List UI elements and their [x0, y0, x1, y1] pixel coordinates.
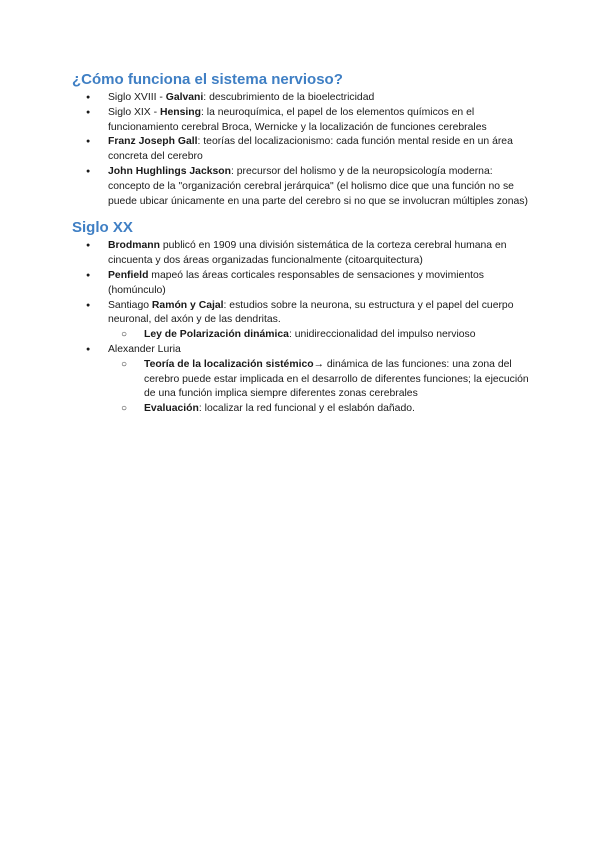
item-keyword: Evaluación	[144, 403, 199, 415]
item-text: mapeó las áreas corticales responsables de sensaciones y movimientos (homúnculo)	[108, 269, 484, 296]
bullet-list	[72, 239, 534, 417]
section-title-siglo-xx: Siglo XX	[72, 219, 133, 237]
item-keyword: Penfield	[108, 269, 149, 281]
list-item-cajal	[72, 299, 534, 343]
item-text: → dinámica de las funciones: una zona del cerebro puede estar implicada en el desarrollo de diferentes funciones; la ejecución de una función implica siempre diferentes zonas cerebrales	[144, 358, 529, 400]
item-keyword: Franz Joseph Gall	[108, 136, 198, 148]
item-text: : precursor del holismo y de la neuropsicología moderna: concepto de la "organización cerebral jerárquica" (el holismo dice que una función no se puede ubicar únicamente en una parte del cerebro si no que se involucran múltiples zonas)	[108, 165, 528, 207]
item-prefix: Siglo XVIII -	[108, 92, 166, 103]
item-text: : localizar la red funcional y el eslabón dañado.	[198, 403, 415, 415]
sub-bullet-list	[108, 328, 534, 343]
list-item-gall	[72, 135, 534, 165]
item-text: : unidireccionalidad del impulso nervioso	[288, 329, 476, 341]
sub-item-evaluacion	[108, 402, 534, 417]
item-keyword: Galvani	[165, 92, 204, 103]
item-keyword: Ramón y Cajal	[151, 299, 224, 311]
item-text: : teorías del localizacionismo: cada función mental reside en un área concreta del cerebro	[108, 136, 513, 163]
item-text: : descubrimiento de la bioelectricidad	[203, 92, 375, 103]
item-prefix: Siglo XIX -	[108, 106, 160, 118]
sub-item-ley-polarizacion	[108, 328, 534, 343]
list-item-luria	[72, 343, 534, 417]
section-title-sistema-nervioso: ¿Cómo funciona el sistema nervioso?	[72, 71, 343, 88]
document-content	[72, 71, 534, 417]
item-prefix: Santiago	[108, 299, 152, 311]
list-item-jackson	[72, 165, 534, 209]
sub-bullet-list	[108, 358, 534, 417]
bullet-list	[72, 91, 534, 209]
item-keyword: Teoría de la localización sistémico	[144, 358, 314, 370]
item-text: : estudios sobre la neurona, su estructura y el papel del cuerpo neuronal, del axón y de las dendritas.	[108, 299, 514, 326]
list-item-penfield	[72, 269, 534, 299]
item-keyword: John Hughlings Jackson	[108, 165, 231, 177]
item-keyword: Hensing	[159, 106, 201, 118]
list-item-galvani	[72, 91, 534, 106]
item-keyword: Brodmann	[108, 240, 160, 252]
sub-item-teoria-localizacion	[108, 358, 534, 402]
item-text: : la neuroquímica, el papel de los elementos químicos en el funcionamiento cerebral Broca, Wernicke y la localización de funciones cerebrales	[108, 106, 487, 133]
list-item-hensing	[72, 106, 534, 136]
item-text: Alexander Luria	[108, 343, 181, 355]
item-keyword: Ley de Polarización dinámica	[144, 329, 289, 341]
list-item-brodmann	[72, 239, 534, 269]
item-text: publicó en 1909 una división sistemática de la corteza cerebral humana en cincuenta y dos áreas organizadas funcionalmente (citoarquitectura)	[108, 240, 507, 267]
